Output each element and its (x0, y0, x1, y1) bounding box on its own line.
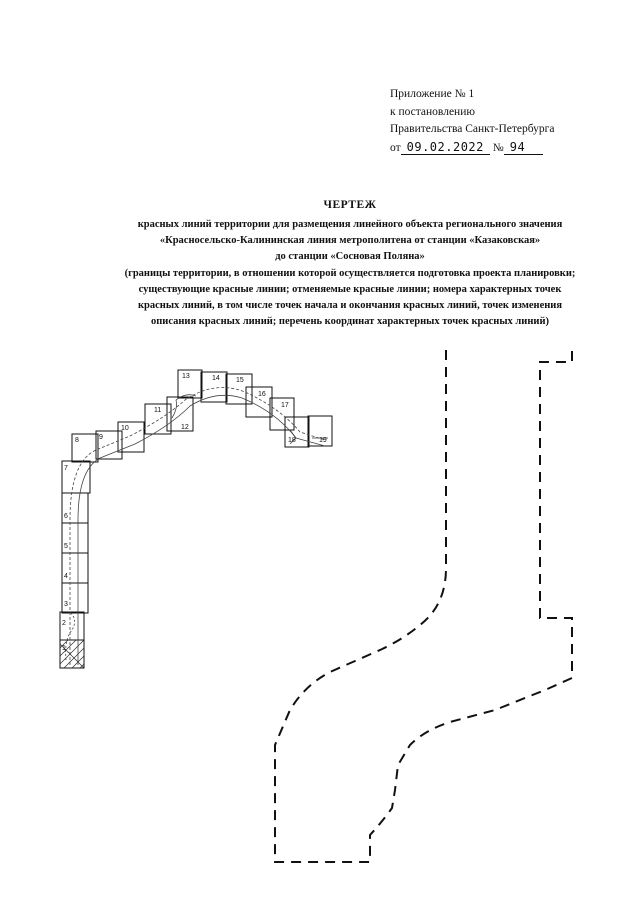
sheet-label-13: 13 (182, 373, 190, 380)
description-line-7: описания красных линий; перечень координат характерных точек красных линий) (150, 316, 549, 328)
sheet-label-17: 17 (281, 402, 289, 409)
decree-date: 09.02.2022 (401, 140, 490, 155)
sheet-labels (62, 373, 327, 652)
sheet-label-18: 18 (288, 437, 296, 444)
sheet-label-10: 10 (121, 425, 129, 432)
corridor-lines (66, 388, 328, 666)
sheet-label-14: 14 (212, 375, 220, 382)
sheet-label-2: 2 (62, 620, 66, 627)
sheet-label-3: 3 (64, 601, 68, 608)
description-line-2: «Красносельско-Калининская линия метрополитена от станции «Казаковская» (159, 235, 541, 247)
sheet-label-1: 1 (62, 645, 66, 652)
description-line-5: существующие красные линии; отменяемые красные линии; номера характерных точек (138, 283, 562, 295)
sheet-label-9: 9 (99, 434, 103, 441)
sheet-label-7: 7 (64, 465, 68, 472)
date-prefix: от (390, 141, 401, 154)
sheet-label-19: 19 (319, 437, 327, 444)
decree-number: 94 (504, 140, 543, 155)
appendix-line-1: Приложение № 1 (390, 88, 475, 100)
sheet-grid (60, 370, 332, 668)
description-line-4: (границы территории, в отношении которой осуществляется подготовка проекта планировки; (124, 267, 576, 279)
document-title: ЧЕРТЕЖ (323, 199, 377, 211)
planning-territory-boundary (275, 347, 572, 862)
description-line-1: красных линий территории для размещения линейного объекта регионального значения (137, 219, 563, 230)
description-line-6: красных линий, в том числе точек начала и окончания красных линий, точек изменения (137, 300, 563, 312)
number-prefix: № (492, 141, 504, 154)
sheet-label-16: 16 (258, 391, 266, 398)
description-line-3: до станции «Сосновая Поляна» (275, 251, 425, 263)
sheet-label-6: 6 (64, 513, 68, 520)
sheet-label-8: 8 (75, 437, 79, 444)
sheet-label-11: 11 (154, 407, 162, 414)
sheet-label-15: 15 (236, 377, 244, 384)
appendix-line-2: к постановлению (390, 105, 475, 118)
sheet-3 (62, 583, 88, 613)
sheet-label-5: 5 (64, 543, 68, 550)
sheet-label-12: 12 (181, 424, 189, 431)
sheet-label-4: 4 (64, 573, 68, 580)
appendix-line-3: Правительства Санкт-Петербурга (390, 123, 555, 135)
